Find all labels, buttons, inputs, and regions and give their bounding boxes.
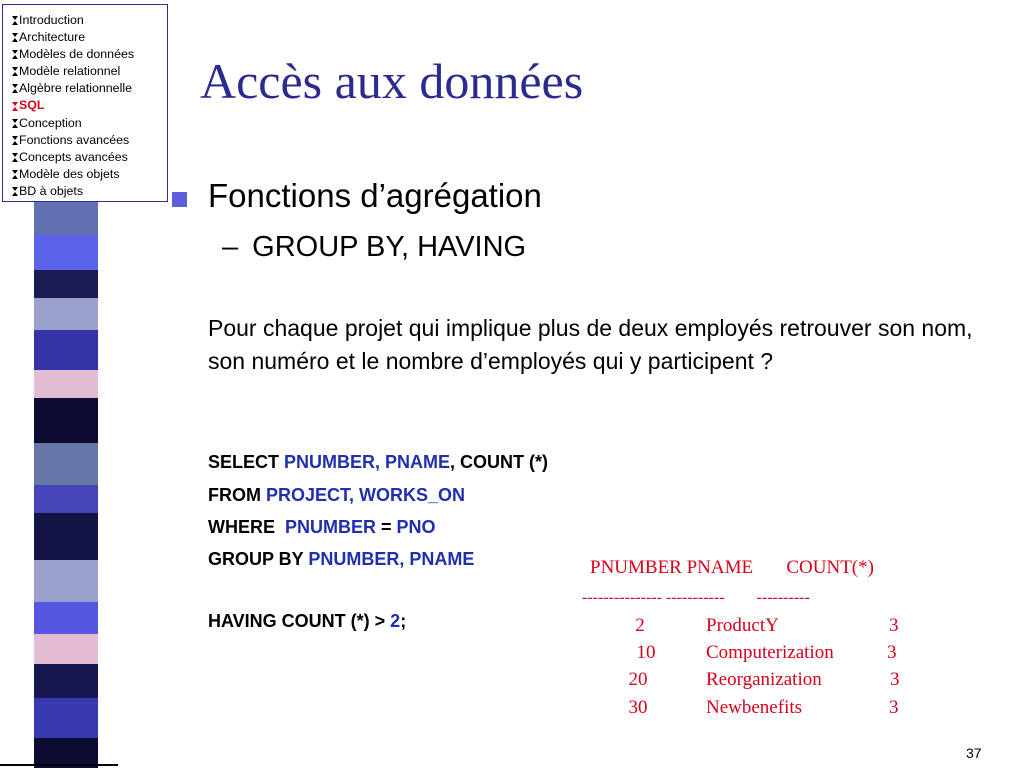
decorative-stripe bbox=[34, 235, 98, 270]
decorative-stripe bbox=[34, 634, 98, 664]
hourglass-bullet-icon bbox=[12, 187, 18, 196]
sql-groupby-line bbox=[208, 549, 474, 570]
page-number: 37 bbox=[966, 745, 982, 761]
sql-from-line bbox=[208, 485, 465, 506]
sql-having-value: 2 bbox=[390, 611, 401, 631]
hourglass-bullet-icon bbox=[12, 119, 18, 128]
decorative-stripe bbox=[34, 560, 98, 602]
nav-item-label: Fonctions avancées bbox=[19, 132, 130, 147]
sql-having-line bbox=[208, 611, 406, 632]
hourglass-bullet-icon bbox=[12, 67, 18, 76]
nav-item-label: Modèles de données bbox=[19, 47, 135, 62]
nav-item-label: Modèle relationnel bbox=[19, 64, 121, 79]
result-count: 3 bbox=[890, 669, 900, 690]
sql-keyword: FROM bbox=[208, 485, 266, 505]
decorative-stripe bbox=[34, 443, 98, 485]
slide-navigation bbox=[2, 4, 168, 202]
decorative-stripe bbox=[34, 370, 98, 398]
sql-where-line bbox=[208, 517, 436, 538]
hourglass-bullet-icon bbox=[12, 50, 18, 59]
sql-where-left: PNUMBER bbox=[285, 517, 377, 537]
nav-item-label: Conception bbox=[19, 115, 82, 130]
bullet-level-2 bbox=[222, 231, 526, 264]
hourglass-bullet-icon bbox=[12, 153, 18, 162]
nav-item-label: Architecture bbox=[19, 30, 86, 45]
result-pname: Reorganization bbox=[706, 669, 822, 690]
nav-item-fonctions-avancees[interactable] bbox=[12, 132, 167, 149]
nav-item-label: SQL bbox=[19, 98, 45, 113]
decorative-stripe bbox=[34, 602, 98, 634]
nav-item-label: Algèbre relationnelle bbox=[19, 81, 132, 96]
result-header: PNUMBER PNAME COUNT(*) bbox=[590, 557, 874, 578]
nav-item-architecture[interactable] bbox=[12, 29, 167, 46]
result-count: 3 bbox=[887, 642, 897, 663]
decorative-stripe bbox=[34, 330, 98, 370]
slide-title: Accès aux données bbox=[200, 53, 584, 109]
result-separator: --------------- ----------- ---------- bbox=[582, 589, 810, 606]
result-count: 3 bbox=[889, 697, 899, 718]
nav-item-conception[interactable] bbox=[12, 115, 167, 132]
hourglass-bullet-icon bbox=[12, 102, 18, 111]
decorative-stripe bbox=[34, 398, 98, 443]
hourglass-bullet-icon bbox=[12, 136, 18, 145]
decorative-stripe bbox=[34, 664, 98, 698]
bullet-level-1: Fonctions d’agrégation bbox=[208, 177, 542, 214]
sql-count: , COUNT (*) bbox=[450, 452, 549, 472]
nav-item-label: BD à objets bbox=[19, 183, 84, 198]
nav-item-bd-a-objets[interactable] bbox=[12, 183, 167, 200]
sql-keyword: SELECT bbox=[208, 452, 285, 472]
result-pnumber: 2 bbox=[635, 615, 645, 636]
decorative-stripe bbox=[34, 485, 98, 513]
dash-bullet: – bbox=[222, 231, 239, 263]
nav-item-algebre-relationnelle[interactable] bbox=[12, 80, 167, 97]
question-paragraph: Pour chaque projet qui implique plus de deux employés retrouver son nom, son numéro et le nombre d’employés qui y participent ? bbox=[208, 315, 973, 374]
hourglass-bullet-icon bbox=[12, 170, 18, 179]
result-pnumber: 30 bbox=[628, 697, 648, 718]
hourglass-bullet-icon bbox=[12, 33, 18, 42]
nav-item-concepts-avancees[interactable] bbox=[12, 149, 167, 166]
sql-where-op: = bbox=[376, 517, 397, 537]
decorative-stripe bbox=[34, 298, 98, 330]
nav-item-label: Modèle des objets bbox=[19, 166, 120, 181]
sql-keyword: GROUP BY bbox=[208, 549, 309, 569]
nav-item-sql[interactable] bbox=[12, 97, 167, 114]
sql-keyword: WHERE bbox=[208, 517, 286, 537]
result-pnumber: 20 bbox=[628, 669, 648, 690]
hourglass-bullet-icon bbox=[12, 16, 18, 25]
sql-keyword: HAVING COUNT (*) > bbox=[208, 611, 391, 631]
decorative-stripe bbox=[34, 200, 98, 235]
result-pname: Computerization bbox=[706, 642, 834, 663]
nav-item-label: Introduction bbox=[19, 13, 84, 27]
result-pname: ProductY bbox=[706, 615, 779, 636]
nav-item-modeles-de-donnees[interactable] bbox=[12, 46, 167, 63]
sql-terminator: ; bbox=[400, 611, 407, 631]
nav-item-modele-relationnel[interactable] bbox=[12, 63, 167, 80]
decorative-stripe bbox=[34, 698, 98, 738]
decorative-stripe bbox=[34, 513, 98, 560]
bottom-rule bbox=[0, 764, 118, 766]
sql-select-line bbox=[208, 452, 548, 473]
sql-where-right: PNO bbox=[396, 517, 436, 537]
nav-item-modele-des-objets[interactable] bbox=[12, 166, 167, 183]
sql-columns: PNUMBER, PNAME bbox=[284, 452, 451, 472]
sql-groupby-columns: PNUMBER, PNAME bbox=[308, 549, 475, 569]
result-count: 3 bbox=[889, 615, 899, 636]
nav-item-introduction[interactable] bbox=[12, 12, 167, 29]
nav-item-label: Concepts avancées bbox=[19, 149, 128, 164]
bullet-level-2-text: GROUP BY, HAVING bbox=[252, 231, 527, 263]
result-pname: Newbenefits bbox=[706, 697, 803, 718]
result-pnumber: 10 bbox=[636, 642, 656, 663]
sql-tables: PROJECT, WORKS_ON bbox=[266, 485, 466, 505]
square-bullet-icon bbox=[172, 192, 187, 207]
hourglass-bullet-icon bbox=[12, 84, 18, 93]
decorative-stripe bbox=[34, 270, 98, 298]
